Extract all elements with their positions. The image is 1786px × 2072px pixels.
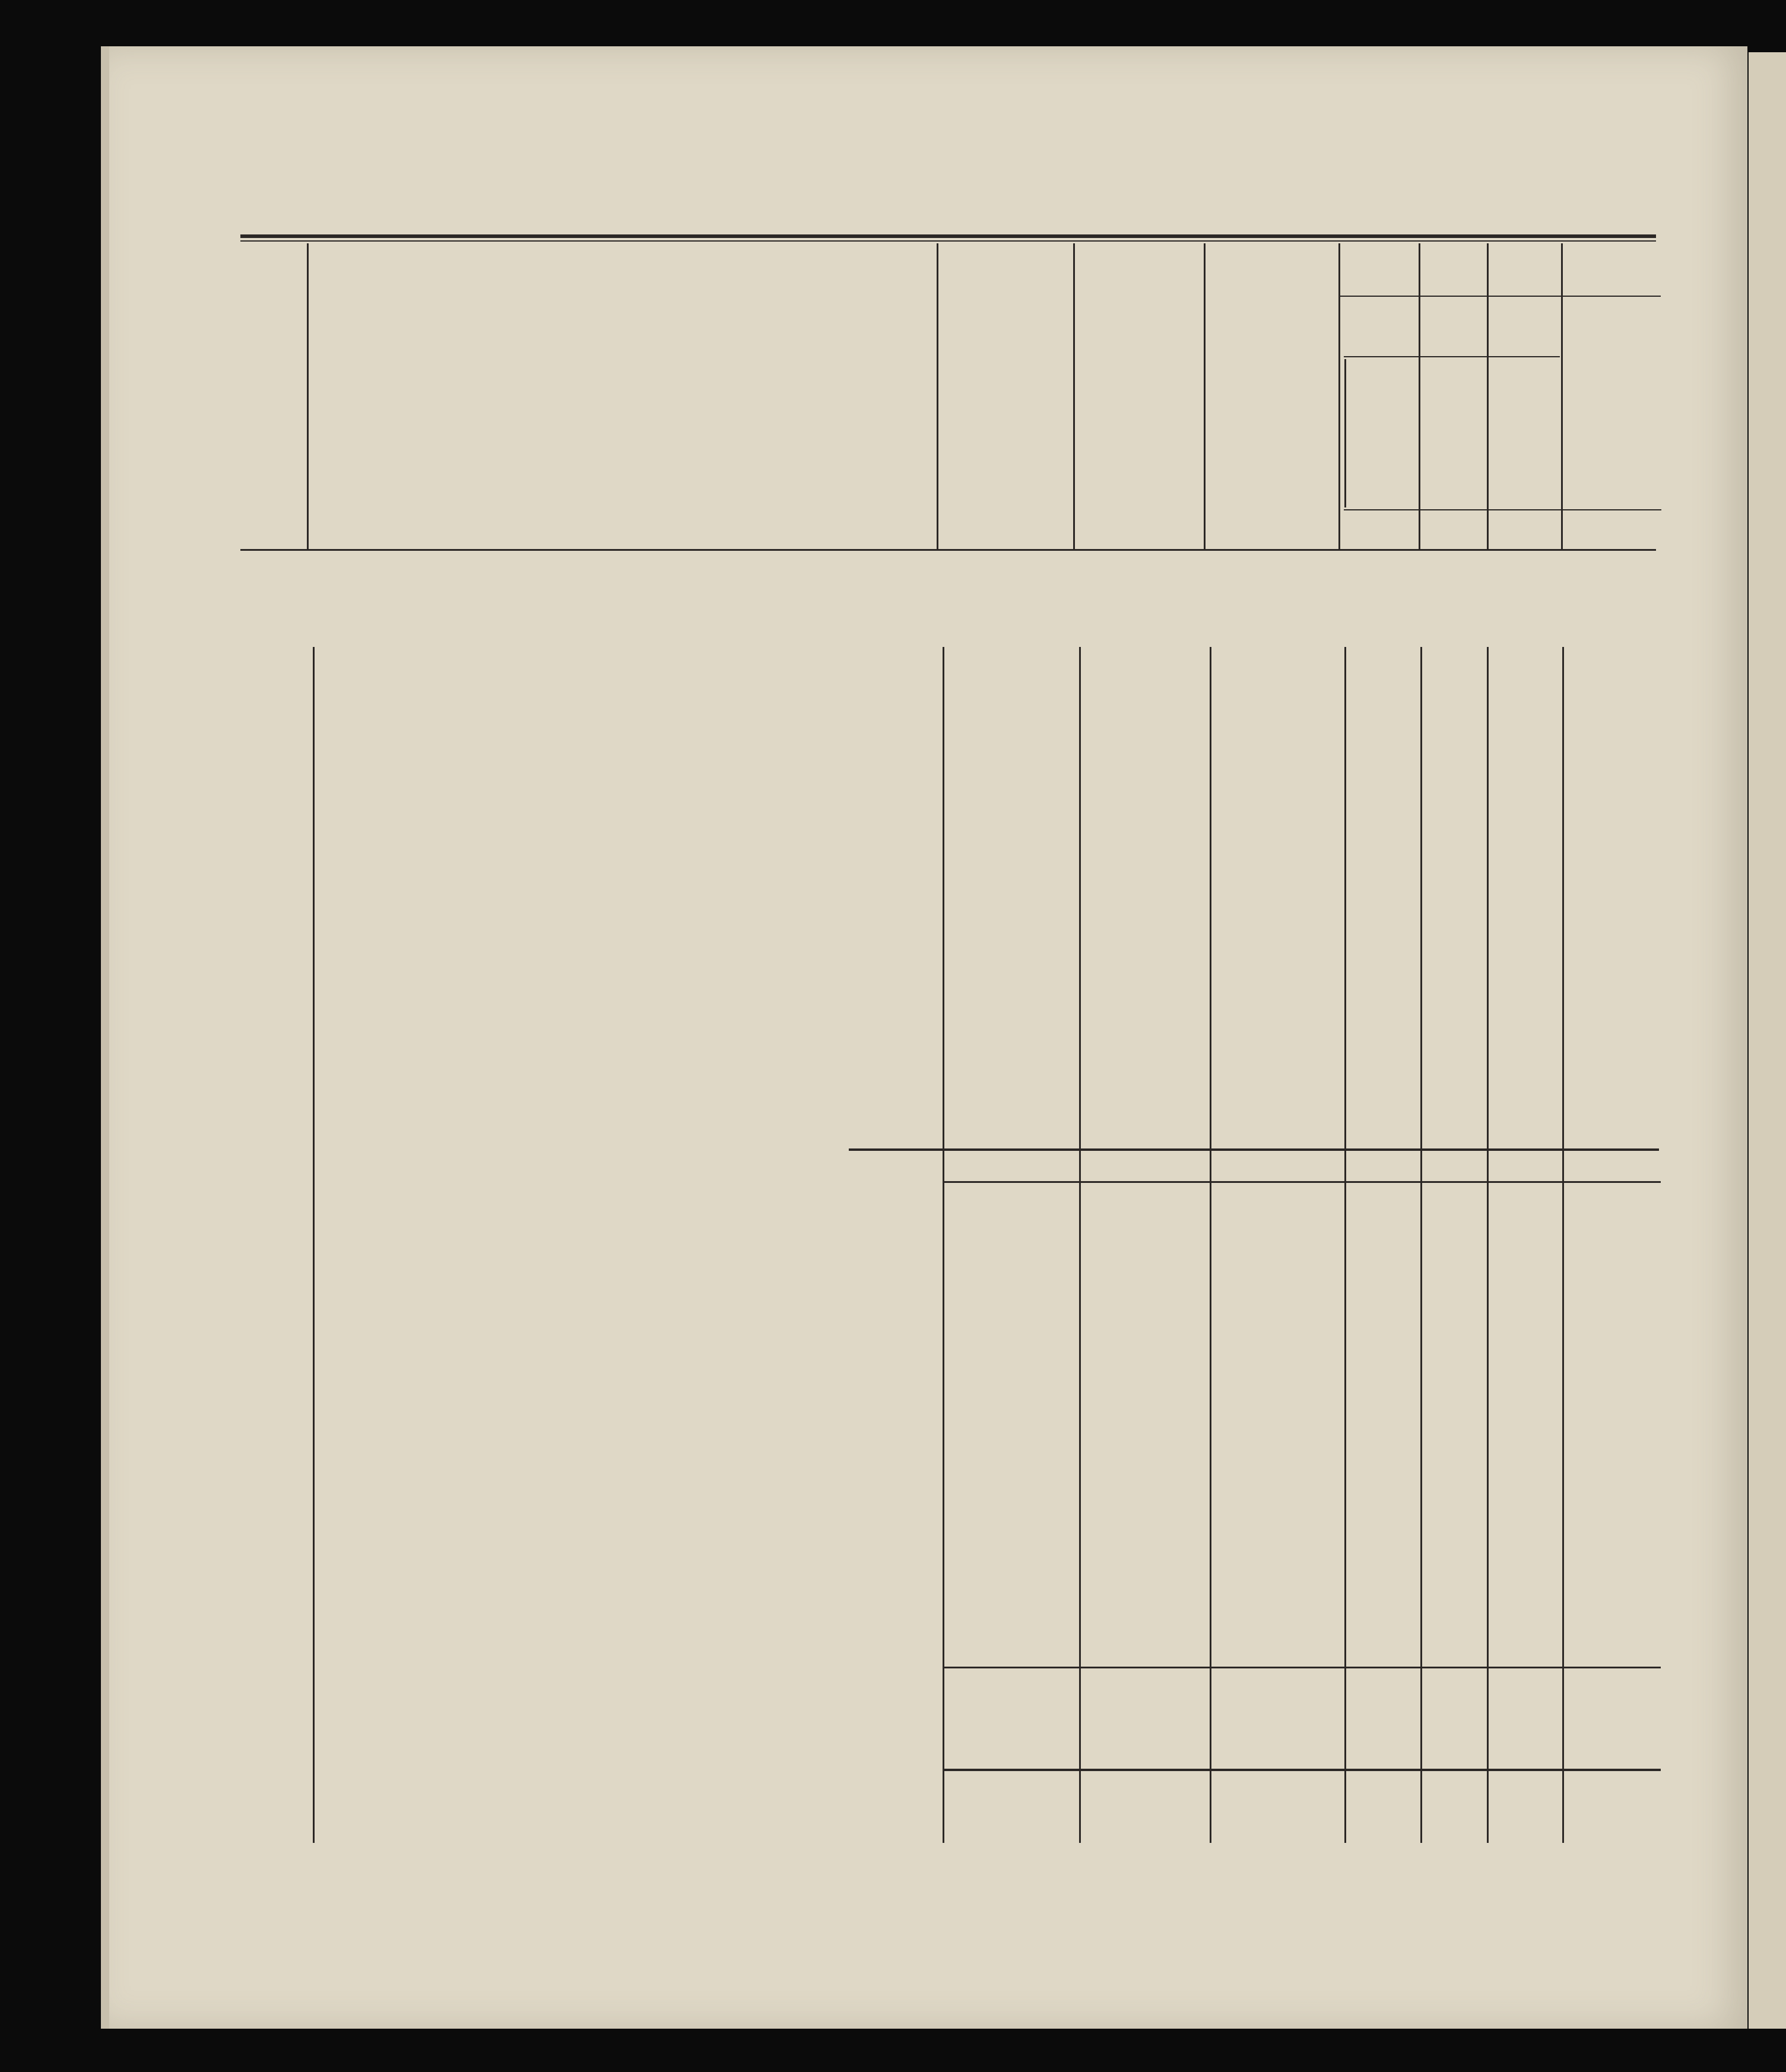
body-col-divider — [1210, 647, 1211, 1843]
body-col-divider — [1420, 647, 1422, 1843]
summa-bottom-rule — [943, 1181, 1661, 1183]
summa-rule — [849, 1148, 1659, 1151]
header-top-rule-thin — [240, 240, 1656, 242]
body-col-divider — [1344, 647, 1346, 1843]
body-col-divider — [1562, 647, 1564, 1843]
header-col-divider — [1419, 243, 1420, 549]
facing-page-edge — [1749, 52, 1786, 2029]
header-col-divider — [1561, 243, 1563, 549]
document-page — [101, 46, 1747, 2029]
header-col-divider — [1073, 243, 1075, 549]
body-col-divider — [313, 647, 315, 1843]
header-top-rule — [240, 234, 1656, 238]
body-col-divider — [1487, 647, 1489, 1843]
header-col-divider — [1338, 243, 1340, 549]
body-col-divider — [1079, 647, 1081, 1843]
header-col-divider — [937, 243, 938, 549]
header-bottom-rule — [240, 549, 1656, 551]
group-header-rule — [1340, 296, 1661, 297]
summa-summarum-rule — [943, 1769, 1661, 1771]
units-rule — [1344, 509, 1661, 510]
subgroup-left-divider — [1344, 359, 1346, 507]
summa-gen-top-rule — [943, 1667, 1661, 1668]
subgroup-header-rule — [1344, 356, 1560, 357]
header-col-divider — [307, 243, 309, 549]
header-col-divider — [1204, 243, 1206, 549]
header-col-divider — [1487, 243, 1489, 549]
body-col-divider — [943, 647, 944, 1843]
